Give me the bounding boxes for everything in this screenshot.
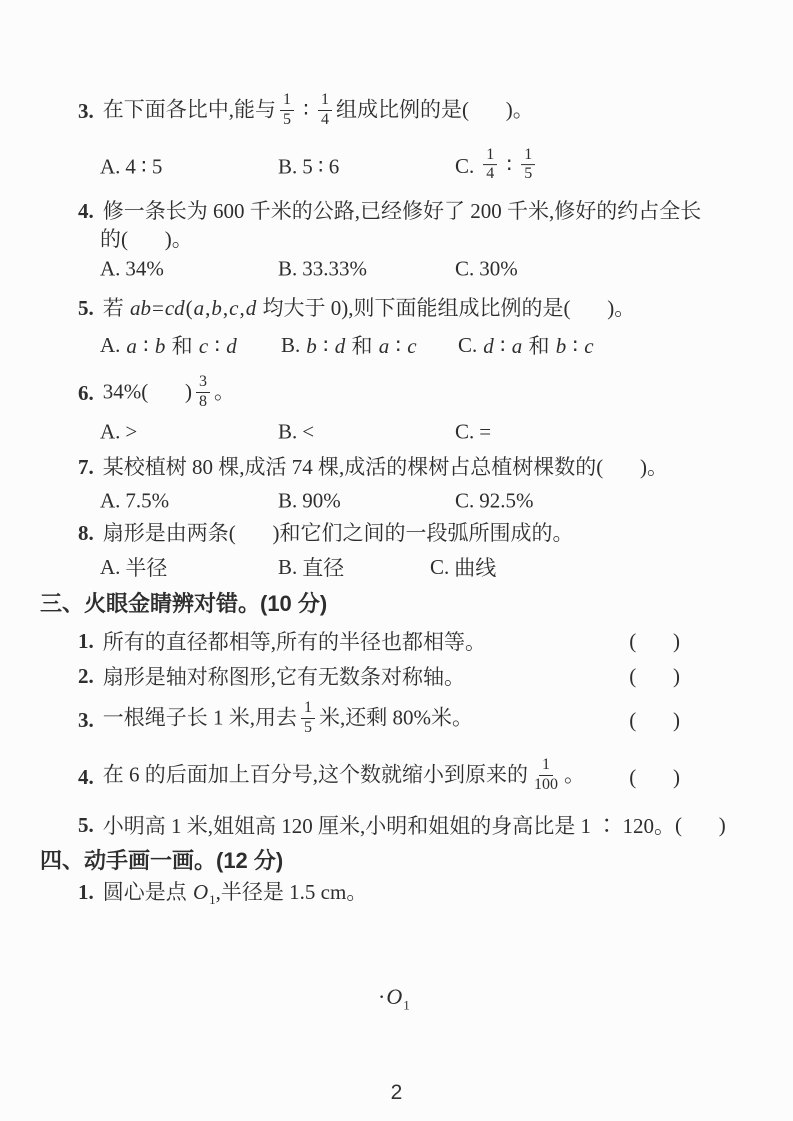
- point-label: [378, 983, 410, 1013]
- option-text: [125, 552, 167, 582]
- math-variable: c: [584, 334, 594, 358]
- question-stem: [78, 295, 635, 323]
- option-label: C.: [430, 554, 450, 579]
- item-number: 5.: [78, 812, 94, 837]
- option-a: [100, 155, 162, 180]
- option-c: [455, 489, 534, 514]
- judge-item: [78, 811, 726, 839]
- math-variable: ab: [130, 296, 151, 321]
- text-run: 在 6 的后面加上百分号,这个数就缩小到原来的: [102, 762, 528, 787]
- math-variable: d: [334, 334, 346, 358]
- options-row: [0, 255, 793, 283]
- text-run: 扇形是轴对称图形,它有无数条对称轴。: [102, 665, 465, 689]
- option-a: [100, 489, 169, 514]
- math-variable: c: [229, 296, 239, 321]
- option-c: [430, 552, 496, 582]
- text-run: ∶: [298, 97, 314, 122]
- math-variable: d: [483, 334, 494, 358]
- text-run: 在下面各比中,能与: [102, 97, 276, 122]
- judge-item: [78, 696, 680, 744]
- item-number: 4.: [78, 764, 94, 789]
- option-text: [479, 257, 518, 282]
- text-run: 均大于 0),则下面能组成比例的是( )。: [257, 296, 636, 321]
- option-b: [281, 330, 418, 360]
- text-run: (: [185, 296, 193, 321]
- question-stem: [78, 520, 574, 548]
- math-variable: cd: [164, 296, 185, 321]
- text-run: ,: [222, 296, 229, 321]
- item-text: [103, 661, 465, 691]
- subscript: 1: [403, 997, 410, 1013]
- option-c: [458, 330, 595, 360]
- circle-center-point: [378, 982, 410, 1012]
- subscript: 1: [209, 892, 216, 908]
- text-run: <: [302, 419, 315, 444]
- option-label: A.: [100, 256, 121, 281]
- question-number: 4.: [78, 199, 94, 224]
- question-number: 8.: [78, 521, 94, 546]
- text-run: 米,还剩 80%米。: [319, 705, 473, 730]
- page-number: 2: [390, 1081, 403, 1104]
- math-variable: a: [511, 334, 523, 358]
- math-variable: c: [198, 334, 209, 358]
- option-c: [455, 257, 518, 282]
- text-run: ∶: [494, 334, 511, 358]
- answer-bracket: ( ): [629, 628, 680, 653]
- item-text: [103, 758, 585, 796]
- option-b: [278, 155, 339, 180]
- text-run: 曲线: [454, 556, 497, 580]
- text-run: ,: [239, 296, 245, 321]
- question-stem-continuation: [100, 226, 193, 254]
- option-label: B.: [278, 154, 298, 179]
- question-text: [103, 199, 702, 224]
- option-text: [302, 420, 314, 445]
- math-variable: d: [226, 334, 237, 358]
- item-number: 3.: [78, 707, 94, 732]
- option-label: C.: [455, 488, 475, 513]
- item-text: [103, 701, 473, 739]
- option-text: [125, 257, 164, 282]
- option-text: [479, 148, 539, 186]
- math-variable: O: [386, 983, 403, 1009]
- option-text: [305, 330, 417, 360]
- option-label: A.: [100, 554, 121, 579]
- text-run: 圆心是点: [102, 880, 192, 905]
- option-c: [455, 148, 539, 186]
- text-run: 34%( ): [102, 379, 192, 404]
- item-text: [103, 626, 486, 656]
- option-label: C.: [455, 419, 475, 444]
- options-row: [0, 331, 793, 359]
- text-run: =: [479, 419, 492, 444]
- item-text: [102, 880, 368, 908]
- math-variable: b: [555, 334, 567, 358]
- fraction: $\frac{1}{4}$: [483, 146, 497, 184]
- question-stem: [78, 370, 235, 418]
- question-number: 5.: [78, 296, 94, 321]
- answer-bracket: ( ): [629, 663, 680, 688]
- option-label: B.: [278, 419, 298, 444]
- draw-item: [78, 879, 367, 907]
- math-variable: a: [126, 334, 137, 358]
- question-text: [103, 455, 668, 480]
- item-text: [103, 810, 675, 840]
- text-run: 和: [523, 334, 555, 358]
- option-text: [125, 489, 169, 514]
- question-text: [103, 93, 534, 131]
- question-text: [103, 521, 574, 546]
- question-number: 3.: [78, 99, 94, 124]
- math-variable: a: [378, 334, 390, 358]
- text-run: 修一条长为 600 千米的公路,已经修好了 200 千米,修好的约占全长: [102, 199, 702, 224]
- fraction: $\frac{1}{4}$: [318, 91, 332, 129]
- text-run: ∶: [501, 152, 518, 177]
- text-run: 某校植树 80 棵,成活 74 棵,成活的棵树占总植树棵数的( )。: [102, 455, 668, 480]
- answer-bracket: ( ): [629, 764, 680, 789]
- option-label: C.: [455, 154, 475, 179]
- option-text: [302, 257, 367, 282]
- option-text: [125, 330, 237, 360]
- text-run: 4 ∶ 5: [125, 154, 163, 179]
- option-a: [100, 330, 238, 360]
- text-run: 。: [213, 379, 235, 404]
- math-variable: a: [193, 296, 205, 321]
- text-run: 34%: [125, 256, 164, 281]
- text-run: 7.5%: [125, 488, 170, 513]
- judge-item: [78, 753, 680, 801]
- item-number: 1.: [78, 880, 94, 905]
- options-row: [0, 553, 793, 581]
- text-run: 和: [166, 334, 198, 358]
- text-run: 33.33%: [302, 256, 368, 281]
- judge-item: [78, 627, 680, 655]
- text-run: ·: [378, 983, 386, 1009]
- math-variable: d: [245, 296, 257, 321]
- item-number: 1.: [78, 628, 94, 653]
- question-stem: [78, 88, 534, 136]
- option-label: A.: [100, 488, 121, 513]
- math-variable: b: [306, 334, 317, 358]
- math-variable: b: [211, 296, 222, 321]
- text-run: ∶: [137, 334, 154, 358]
- text-run: ∶: [209, 334, 226, 358]
- options-row: [0, 143, 793, 191]
- text-run: 。: [564, 762, 585, 787]
- option-b: [278, 552, 344, 582]
- option-label: B.: [278, 256, 298, 281]
- text-run: ∶: [567, 334, 584, 358]
- option-label: B.: [278, 488, 298, 513]
- text-run: 直径: [302, 556, 345, 580]
- text-run: 小明高 1 米,姐姐高 120 厘米,小明和姐姐的身高比是 1 ∶ 120。: [102, 814, 675, 838]
- options-row: [0, 418, 793, 446]
- option-label: A.: [100, 419, 121, 444]
- question-stem: [78, 454, 668, 482]
- math-variable: c: [407, 334, 417, 358]
- option-text: [302, 489, 341, 514]
- option-label: B.: [281, 332, 301, 357]
- text-run: ,: [205, 296, 211, 321]
- question-number: 6.: [78, 381, 94, 406]
- math-variable: b: [154, 334, 166, 358]
- option-label: B.: [278, 554, 298, 579]
- section-title: 三、火眼金睛辨对错。(10 分): [40, 590, 328, 616]
- fraction: $\frac{1}{5}$: [521, 146, 535, 184]
- answer-bracket: ( ): [675, 812, 726, 837]
- answer-bracket: ( ): [629, 707, 680, 732]
- option-text: [125, 420, 137, 445]
- option-label: A.: [100, 154, 121, 179]
- question-stem: [78, 198, 701, 226]
- section-title: 四、动手画一画。(12 分): [40, 847, 284, 873]
- math-variable: O: [193, 880, 209, 905]
- option-text: [125, 155, 162, 180]
- option-b: [278, 257, 367, 282]
- text-run: 所有的直径都相等,所有的半径也都相等。: [102, 630, 486, 654]
- text-run: 若: [102, 296, 129, 321]
- question-number: 7.: [78, 455, 94, 480]
- question-text: [103, 296, 635, 321]
- text-run: 30%: [479, 256, 518, 281]
- fraction: $\frac{1}{5}$: [301, 699, 315, 737]
- text-run: >: [125, 419, 138, 444]
- text-run: 92.5%: [479, 488, 534, 513]
- text-run: ∶: [390, 334, 407, 358]
- option-a: [100, 420, 137, 445]
- fraction: $\frac{1}{100}$: [534, 756, 558, 793]
- option-text: [302, 155, 339, 180]
- option-text: [479, 489, 533, 514]
- option-text: [454, 552, 496, 582]
- text-run: 组成比例的是( )。: [335, 97, 534, 122]
- option-label: C.: [458, 332, 478, 357]
- question-text: [103, 375, 235, 413]
- option-text: [302, 552, 344, 582]
- option-label: A.: [100, 332, 121, 357]
- text-run: 一根绳子长 1 米,用去: [102, 705, 297, 730]
- text-run: 5 ∶ 6: [302, 154, 340, 179]
- text-run: =: [152, 296, 164, 321]
- fraction: $\frac{1}{5}$: [280, 91, 294, 129]
- fraction: $\frac{3}{8}$: [196, 373, 210, 411]
- option-c: [455, 420, 491, 445]
- option-text: [482, 330, 594, 360]
- option-label: C.: [455, 256, 475, 281]
- option-a: [100, 257, 164, 282]
- text-run: 半径: [125, 556, 168, 580]
- judge-item: [78, 662, 680, 690]
- item-number: 2.: [78, 663, 94, 688]
- text-run: 和: [346, 334, 378, 358]
- option-text: [479, 420, 491, 445]
- text-run: ∶: [317, 334, 334, 358]
- text-run: ,半径是 1.5 cm。: [215, 880, 368, 905]
- option-a: [100, 552, 167, 582]
- option-b: [278, 420, 314, 445]
- question-text: [100, 227, 193, 252]
- option-b: [278, 489, 341, 514]
- options-row: [0, 487, 793, 515]
- text-run: 90%: [302, 488, 341, 513]
- text-run: 扇形是由两条( )和它们之间的一段弧所围成的。: [102, 521, 574, 546]
- text-run: 的( )。: [100, 227, 193, 252]
